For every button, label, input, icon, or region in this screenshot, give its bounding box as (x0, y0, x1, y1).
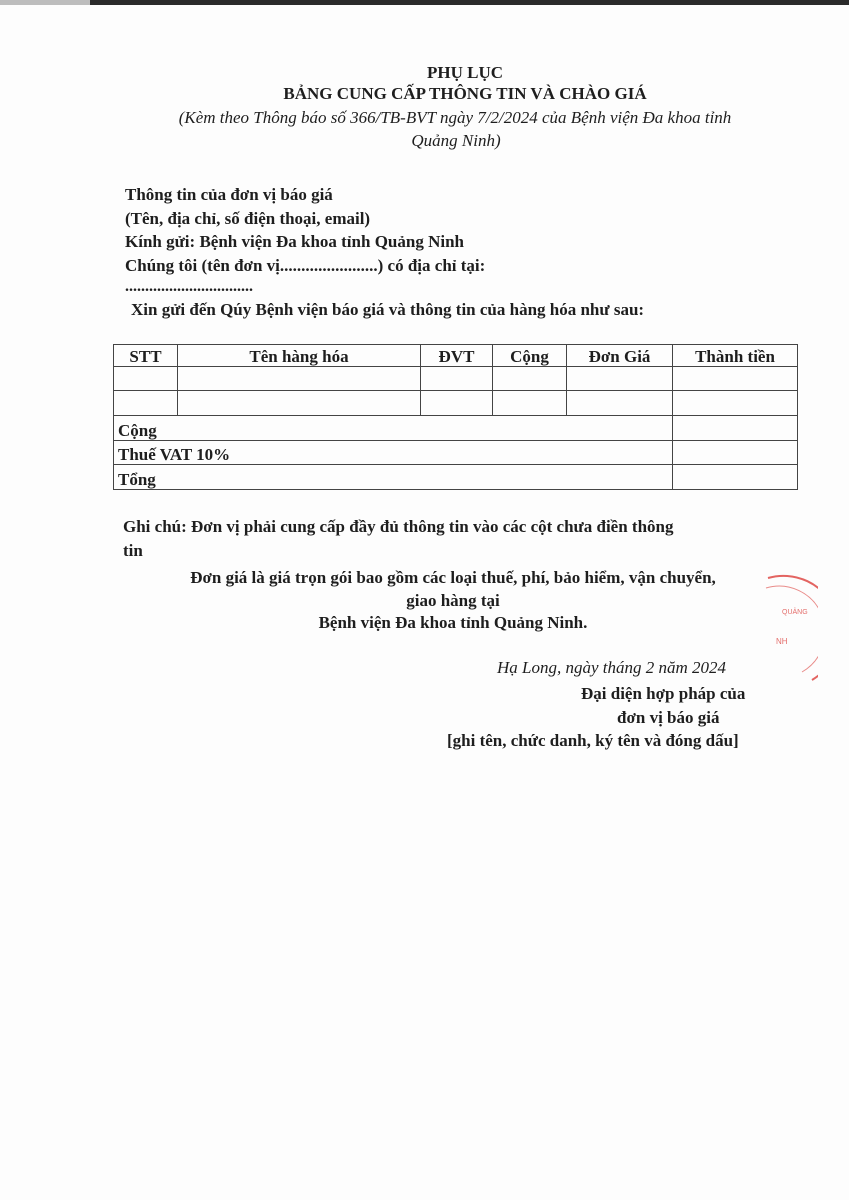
price-note-line2: giao hàng tại (406, 591, 500, 610)
table-header-row (114, 345, 798, 367)
price-note-line3: Bệnh viện Đa khoa tỉnh Quảng Ninh. (318, 613, 588, 632)
supplier-info-label: Thông tin của đơn vị báo giá (125, 185, 333, 204)
vat-row (114, 440, 798, 465)
total-value (673, 465, 798, 490)
header-unit: ĐVT (421, 345, 493, 367)
header-item-name: Tên hàng hóa (178, 345, 421, 367)
reference-note-line1: (Kèm theo Thông báo số 366/TB-BVT ngày 7/2/2024 của Bệnh viện Đa khoa tỉnh (178, 108, 732, 127)
table-cell (493, 366, 567, 391)
place-and-date: Hạ Long, ngày tháng 2 năm 2024 (497, 658, 727, 677)
header-quantity: Cộng (493, 345, 567, 367)
header-unit-price: Đơn Giá (567, 345, 673, 367)
signatory-line1: Đại diện hợp pháp của (581, 684, 746, 703)
vat-value (673, 440, 798, 465)
table-cell (673, 366, 798, 391)
appendix-title: PHỤ LỤC (426, 63, 504, 82)
header-amount: Thành tiền (673, 345, 798, 367)
total-label: Tổng (114, 465, 673, 490)
table-cell (421, 391, 493, 416)
note-line2: tin (123, 541, 143, 560)
table-cell (493, 391, 567, 416)
table-row (114, 391, 798, 416)
vat-label: Thuế VAT 10% (114, 440, 673, 465)
subtotal-label: Cộng (114, 415, 673, 440)
note-line1: Ghi chú: Đơn vị phải cung cấp đầy đủ thông tin vào các cột chưa điền thông (123, 517, 674, 536)
table-cell (178, 391, 421, 416)
table-cell (114, 366, 178, 391)
reference-note-line2: Quảng Ninh) (411, 131, 501, 150)
subtotal-row (114, 415, 798, 440)
table-cell (178, 366, 421, 391)
header-stt: STT (114, 345, 178, 367)
signatory-instructions: [ghi tên, chức danh, ký tên và đóng dấu] (447, 731, 739, 750)
svg-text:NH: NH (776, 637, 788, 646)
supplier-info-fields: (Tên, địa chỉ, số điện thoại, email) (125, 209, 371, 228)
recipient-line: Kính gửi: Bệnh viện Đa khoa tỉnh Quảng Ninh (125, 232, 464, 251)
table-cell (567, 366, 673, 391)
svg-text:QUẢNG: QUẢNG (782, 609, 808, 616)
table-cell (421, 366, 493, 391)
scan-top-edge (0, 0, 849, 5)
intro-line: Xin gửi đến Qúy Bệnh viện báo giá và thông tin của hàng hóa như sau: (131, 300, 645, 319)
quotation-table (113, 344, 798, 490)
subtotal-value (673, 415, 798, 440)
table-cell (114, 391, 178, 416)
signatory-line2: đơn vị báo giá (617, 708, 720, 727)
table-cell (673, 391, 798, 416)
company-address-line: Chúng tôi (tên đơn vị.......................) có địa chỉ tại: (125, 256, 486, 275)
total-row (114, 465, 798, 490)
form-title: BẢNG CUNG CẤP THÔNG TIN VÀ CHÀO GIÁ (283, 84, 647, 103)
address-dots: ................................ (125, 278, 253, 295)
price-note-line1: Đơn giá là giá trọn gói bao gồm các loại thuế, phí, bảo hiểm, vận chuyển, (190, 568, 716, 587)
table-row (114, 366, 798, 391)
table-cell (567, 391, 673, 416)
